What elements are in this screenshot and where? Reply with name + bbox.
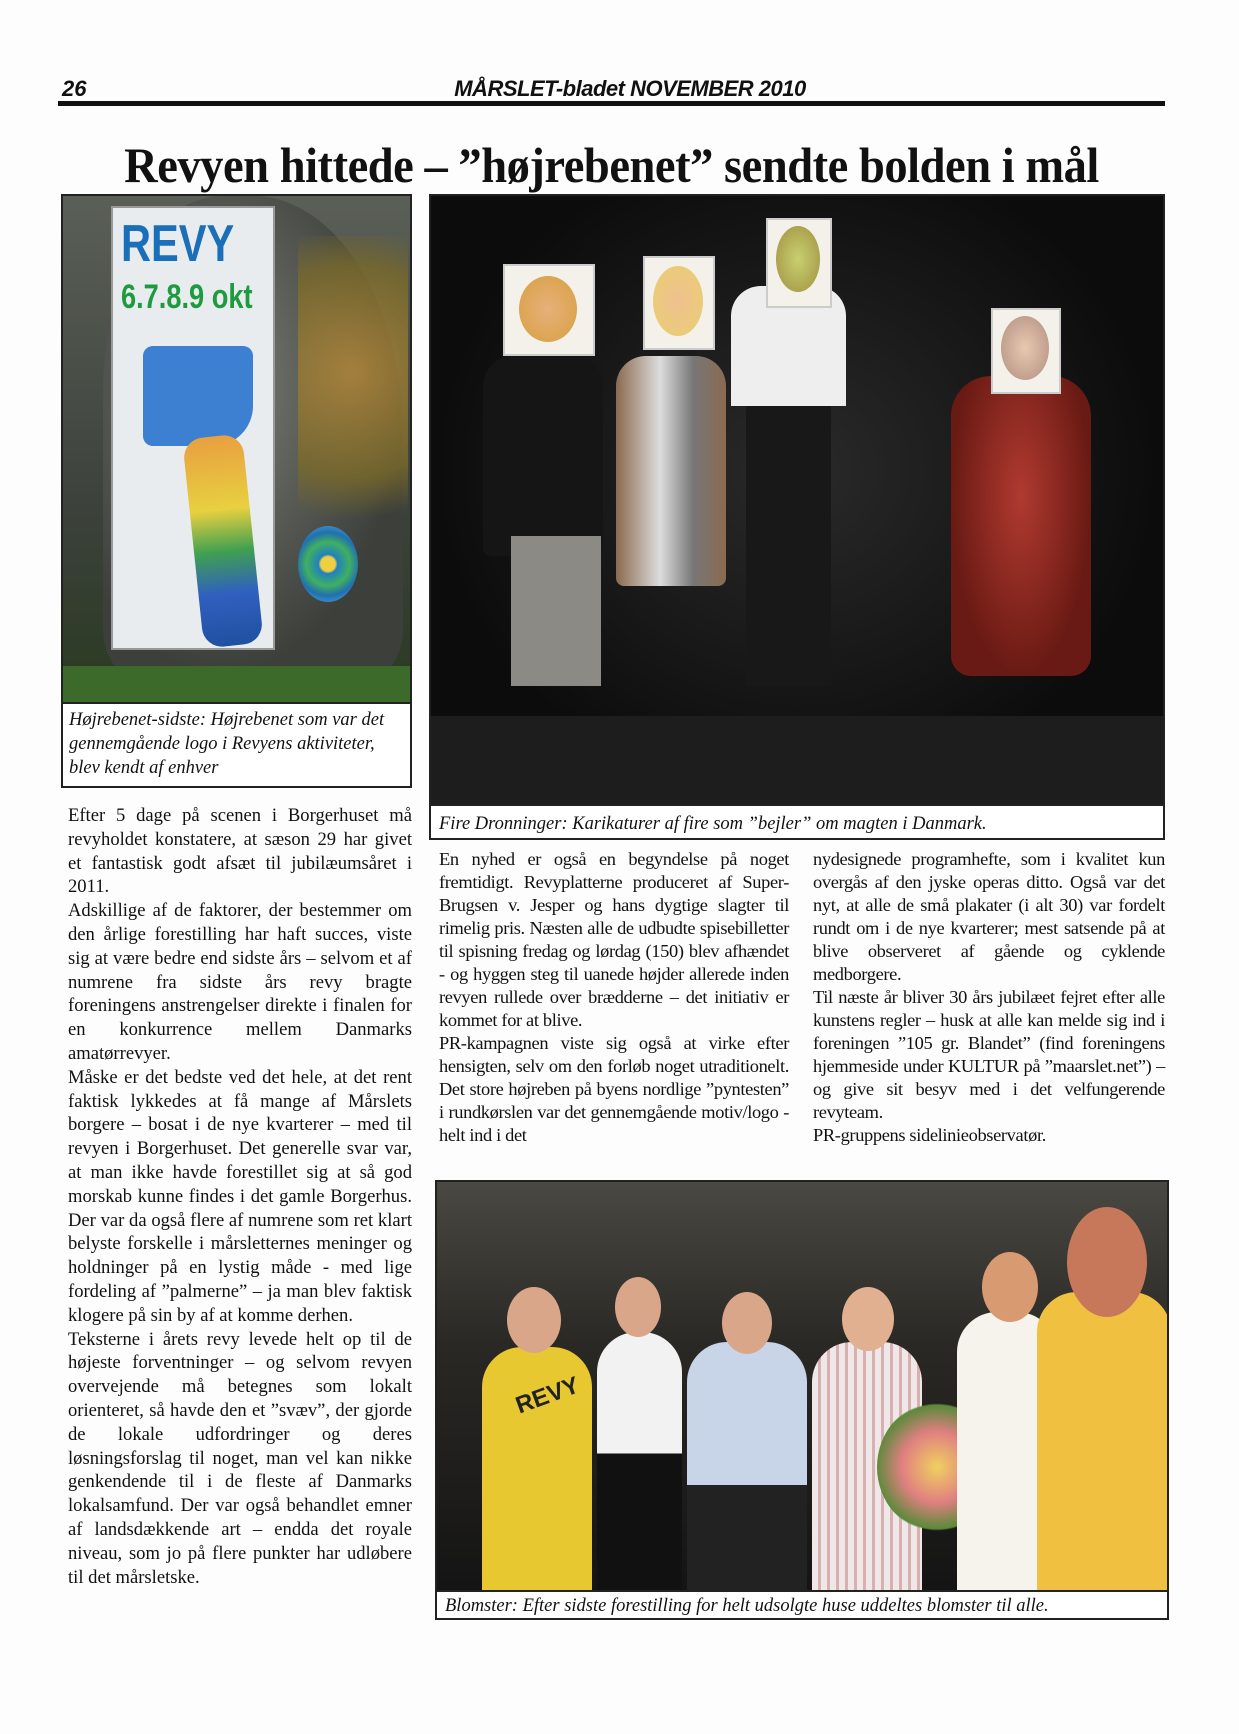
masthead: MÅRSLET-bladet NOVEMBER 2010 <box>454 76 806 101</box>
sign-dates: 6.7.8.9 okt <box>121 278 253 316</box>
main-photo-caption: Fire Dronninger: Karikaturer af fire som ”bejler” om magten i Danmark. <box>429 804 1165 840</box>
article-column-right <box>813 848 1165 1147</box>
paragraph: En nyhed er også en begyndelse på noget fremtidigt. Revyplatterne produceret af Super-Brugsen v. Jesper og hans dygtige slagter til rimelig pris. Næsten alle de udbudte spisebilletter til spisning fredag og lørdag (150) blev afhændet - og hyggen steg til uanede højder allerede inden revyen rullede over brædderne – det initiativ er kommet for at blive. <box>439 849 789 1030</box>
ball <box>298 526 358 602</box>
paragraph: PR-gruppens sidelinieobservatør. <box>813 1125 1046 1145</box>
page-number: 26 <box>62 76 87 101</box>
shirt-revy-logo: REVY <box>512 1371 583 1420</box>
photo-flowers <box>435 1180 1169 1592</box>
headline: Revyen hittede – ”højrebenet” sendte bolden i mål <box>124 137 1099 193</box>
paragraph: Adskillige af de faktorer, der bestemmer om den årlige forestilling har haft succes, viste sig at være bedre end sidste års – selvom et af numrene fra sidste års revy bragte foreningens anstrengelser direkte i finalen for en konkurrence mellem Danmarks amatørrevyer. <box>68 900 412 1064</box>
performer-1-skirt <box>511 536 601 686</box>
paragraph: PR-kampagnen viste sig også at virke efter hensigten, selv om den forløb noget utraditionelt. Det store højreben på byens nordlige ”pyntesten” i rundkørslen var det gennemgående motiv/logo - helt ind i det <box>439 1033 789 1145</box>
performer-head <box>722 1292 772 1354</box>
stage-floor <box>431 716 1165 806</box>
paragraph: Måske er det bedste ved det hele, at det rent faktisk lykkedes at få mange af Mårslets borgere – bosat i de nye kvarterer – med til revyen i Borgerhuset. Det generelle svar var, at man ikke havde forestillet sig at så god morskab kunne findes i det gamle Borgerhus. Der var da også flere af numrene som ret klart belyste forskelle i mårsletternes meninger og holdninger på en lystig måde - med lige fordeling af ”palmerne” – ja man blev faktisk klogere på sin by af at komme derhen. <box>68 1066 412 1326</box>
tree <box>298 236 408 576</box>
performer-yellow <box>1037 1292 1169 1592</box>
grass <box>63 666 412 704</box>
bottom-photo-caption: Blomster: Efter sidste forestilling for helt udsolgte huse uddeltes blomster til alle. <box>435 1590 1169 1620</box>
caricature-mask-2 <box>643 256 715 350</box>
header-rule <box>58 101 1165 106</box>
performer-head <box>842 1287 894 1351</box>
paragraph: Efter 5 dage på scenen i Borgerhuset må revyholdet konstatere, at sæson 29 har givet et fantastisk godt afsæt til jubilæumsåret i 2011. <box>68 805 412 898</box>
performer-white-shirt <box>597 1332 682 1592</box>
performer-head <box>1067 1207 1147 1317</box>
performer-head <box>507 1287 561 1353</box>
article-column-middle <box>439 848 789 1147</box>
shorts <box>143 346 253 446</box>
caricature-mask-1 <box>503 264 595 356</box>
performer-head <box>615 1277 661 1337</box>
article-column-left <box>68 804 412 1589</box>
performer-3-trousers <box>746 406 831 686</box>
caricature-mask-3 <box>766 218 832 308</box>
left-photo-caption: Højrebenet-sidste: Højrebenet som var det gennemgående logo i Revyens aktiviteter, blev kendt af enhver <box>61 702 412 788</box>
performer-uniform <box>687 1342 807 1592</box>
photo-right-leg-logo <box>61 194 412 704</box>
sign-title: REVY <box>121 215 235 273</box>
performer-4-dress <box>951 376 1091 676</box>
performer-2 <box>616 356 726 586</box>
performer-head <box>982 1252 1038 1322</box>
photo-four-queens <box>429 194 1165 806</box>
performer-1 <box>483 356 603 556</box>
paragraph: Teksterne i årets revy levede helt op til de højeste forventninger – og selvom revyen overvejende må betegnes som lokalt orienteret, så havde den et ”svæv”, der gjorde de lokale udfordringer og deres løsningsforslag til noget, man vel kan nikke genkendende til i de fleste af Danmarks lokalsamfund. Der var også behandlet emner af landsdækkende art – endda det royale niveau, som jo på flere punkter har udløbere til det mårsletske. <box>68 1328 412 1588</box>
paragraph: Til næste år bliver 30 års jubilæet fejret efter alle kunstens regler – husk at alle kan melde sig ind i foreningen ”105 gr. Blandet” (find foreningens hjemmeside under KULTUR på ”maarslet.net”) – og give sit besyv med i det velfungerende revyteam. <box>813 987 1165 1122</box>
caricature-mask-4 <box>991 308 1061 394</box>
paragraph: nydesignede programhefte, som i kvalitet kun overgås af den jyske operas ditto. Også var det nyt, at alle de små plakater (i alt 30) var fordelt rundt om i de nye kvarterer; mest satsende på at blive observeret af gående og cyklende medborgere. <box>813 849 1165 984</box>
